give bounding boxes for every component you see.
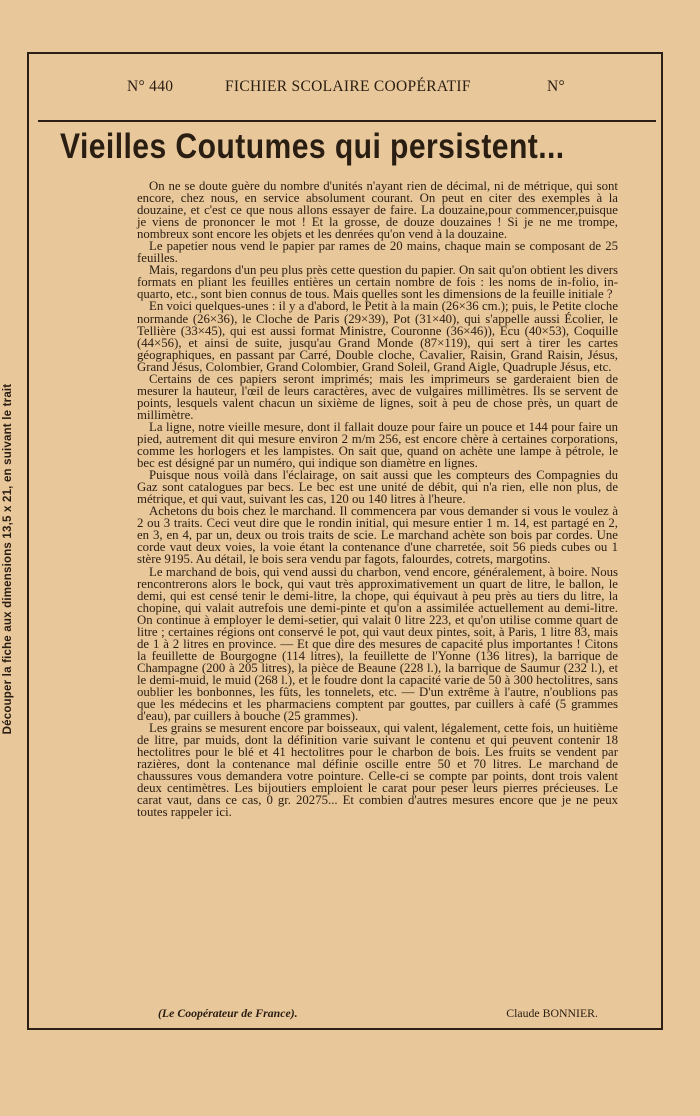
card-number-label: N° (547, 78, 565, 95)
paragraph: On ne se doute guère du nombre d'unités n'ayant rien de décimal, ni de métrique, qui sont encore, chez nous, en service absolument courant. On peut en citer des exemples à la douzaine, et c'est ce que nous allons essayer de faire. La douzaine,pour commencer,puisque je viens de prononcer le mot ! Et la grosse, de douze douzaines ! Si je ne me trompe, nombreux sont encore les objets et les denrées qu'on vend à la douzaine. (137, 179, 618, 242)
paragraph: Le marchand de bois, qui vend aussi du charbon, vend encore, généralement, à boire. Nous rencontrerons alors le bock, qui vaut très approximativement un quart de litre, le ballon, le demi, qui est censé tenir le demi-litre, la chope, qui équivaut à peu près au tiers du litre, la chopine, qui valait autrefois une demi-pinte et qu'on a assimilée actuellement au demi-litre. On continue à employer le demi-setier, qui valait 0 litre 223, et qu'on utilise comme quart de litre ; certaines régions ont conservé le pot, qui vaut deux pintes, soit, à Paris, 1 litre 83, mais de 1 à 2 litres en province. — Et que dire des mesures de capacité plus importantes ! Citons la feuillette de Bourgogne (114 litres), la feuillette de l'Yonne (136 litres), la barrique de Champagne (200 à 205 litres), la pièce de Beaune (228 l.), la barrique de Saumur (232 l.), et le demi-muid, le muid (268 l.), et le foudre dont la capacité varie de 50 à 300 hectolitres, sans oublier les bonbonnes, les fûts, les tonnelets, etc. — D'un extrême à l'autre, n'oublions pas que les médecins et les pharmaciens comptent par gouttes, par cuillers à café (5 grammes d'eau), par cuillers à bouche (25 grammes). (137, 564, 618, 724)
paragraph: Certains de ces papiers seront imprimés; mais les imprimeurs se garderaient bien de mesurer la hauteur, l'œil de leurs caractères, avec de vulgaires millimètres. Ils se servent de points, lesquels valent chacun un sixième de lignes, soit à peu de chose près, un quart de millimètre. (137, 371, 618, 422)
card-number: N° 440 (127, 78, 174, 95)
paragraph: Les grains se mesurent encore par boisseaux, qui valent, légalement, cette fois, un huitième de litre, par muids, dont la définition varie suivant le contenu et qui peuvent contenir 18 hectolitres pour le blé et 41 hectolitres pour le charbon de bois. Les fruits se vendent par razières, dont la contenance mal définie oscille entre 50 et 70 litres. Le marchand de chaussures vous demandera votre pointure. Celle-ci se compte par points, dont trois valent deux centimètres. Les bijoutiers emploient le carat pour peser leurs pierres précieuses. Le carat vaut, dans ce cas, 0 gr. 20275... Et combien d'autres mesures encore que je ne peux toutes rappeler ici. (137, 721, 618, 820)
author-name: Claude BONNIER. (506, 1006, 598, 1020)
card-header (29, 70, 663, 106)
article-title: Vieilles Coutumes qui persistent... (60, 127, 565, 166)
paragraph: La ligne, notre vieille mesure, dont il fallait douze pour faire un pouce et 144 pour faire un pied, autrement dit qui mesure environ 2 m/m 256, est encore chère à certaines corporations, comme les horlogers et les lampistes. On sait que, quand on achète une lampe à pétrole, le bec est désigné par un numéro, qui indique son diamètre en lignes. (137, 419, 618, 471)
cutting-instruction: Découper la fiche aux dimensions 13,5 x 21, en suivant le trait (2, 383, 14, 735)
article-body (137, 180, 618, 818)
article-footer (158, 1006, 598, 1022)
collection-title: FICHIER SCOLAIRE COOPÉRATIF (225, 78, 471, 95)
header-divider (38, 120, 656, 122)
paragraph: Puisque nous voilà dans l'éclairage, on sait aussi que les compteurs des Compagnies du Gaz sont catalogues par becs. Le bec est une unité de débit, qui n'a rien, elle non plus, de métrique, et qui vaut, suivant les cas, 120 ou 140 litres à l'heure. (137, 468, 618, 507)
paragraph: Achetons du bois chez le marchand. Il commencera par vous demander si vous le voulez à 2 ou 3 traits. Ceci veut dire que le rondin initial, qui mesure entier 1 m. 14, est partagé en 2, en 3, en 4, par un, deux ou trois traits de scie. Le marchand achète son bois par cordes. Une corde vaut deux voies, la voie étant la contenance d'une charretée, soit 56 pieds cubes ou 1 stère 9195. Au détail, le bois sera vendu par fagots, falourdes, cotrets, margotins. (137, 504, 618, 567)
source-credit: (Le Coopérateur de France). (158, 1006, 298, 1020)
paragraph: Le papetier nous vend le papier par rames de 20 mains, chaque main se composant de 25 feuilles. (137, 239, 618, 266)
paragraph: En voici quelques-unes : il y a d'abord, le Petit à la main (26×36 cm.); puis, le Petite cloche normande (26×36), le Cloche de Paris (29×39), Pot (31×40), qui s'appelle aussi Écolier, le Tellière (33×45), qui est aussi format Ministre, Couronne (36×46)), Ecu (40×53), Coquille (44×56), et ainsi de suite, jusqu'au Grand Monde (87×119), qui sert à tirer les cartes géographiques, en passant par Carré, Double cloche, Cavalier, Raisin, Grand Raisin, Jésus, Grand Jésus, Colombier, Grand Colombier, Grand Soleil, Grand Aigle, Quadruple Jésus, etc. (137, 299, 618, 374)
paragraph: Mais, regardons d'un peu plus près cette question du papier. On sait qu'on obtient les divers formats en pliant les feuilles entières un certain nombre de fois : les noms de in-folio, in-quarto, etc., sont bien connus de tous. Mais quelles sont les dimensions de la feuille initiale ? (137, 263, 618, 302)
